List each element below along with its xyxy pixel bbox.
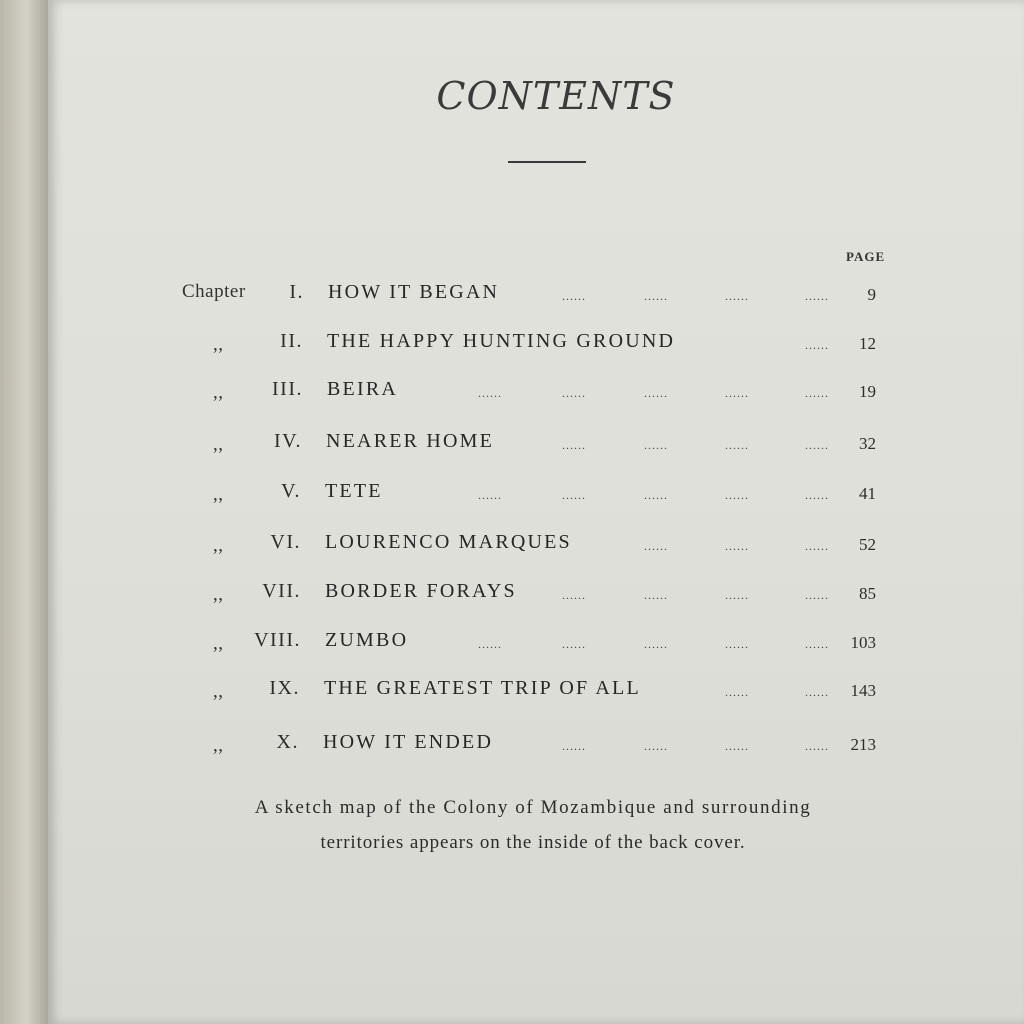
dot-leader: ...... <box>562 386 586 400</box>
dot-leader: ...... <box>478 386 502 400</box>
dot-leader: ...... <box>805 438 829 452</box>
chapter-numeral: VIII. <box>254 629 301 651</box>
chapter-numeral: III. <box>272 378 303 400</box>
dot-leader: ...... <box>725 488 749 502</box>
dot-leader: ...... <box>805 685 829 699</box>
map-note-line-2: territories appears on the inside of the back cover. <box>320 832 746 853</box>
toc-row <box>48 531 1024 565</box>
dot-leader: ...... <box>644 739 668 753</box>
chapter-prefix: ,, <box>213 681 224 702</box>
chapter-title: TETE <box>325 480 383 502</box>
chapter-numeral: VI. <box>270 531 301 553</box>
title-rule <box>508 161 586 163</box>
dot-leader: ...... <box>805 539 829 553</box>
chapter-title: THE GREATEST TRIP OF ALL <box>324 677 641 699</box>
map-note-line-1: A sketch map of the Colony of Mozambique and surrounding <box>254 797 812 818</box>
chapter-title: NEARER HOME <box>326 430 495 452</box>
chapter-numeral: VII. <box>262 580 301 602</box>
chapter-prefix: ,, <box>213 535 224 556</box>
chapter-prefix: ,, <box>213 633 224 654</box>
dot-leader: ...... <box>725 739 749 753</box>
dot-leader: ...... <box>805 637 829 651</box>
chapter-page-number: 52 <box>859 535 876 554</box>
dot-leader: ...... <box>805 338 829 352</box>
dot-leader: ...... <box>478 488 502 502</box>
dot-leader: ...... <box>644 386 668 400</box>
dot-leader: ...... <box>562 739 586 753</box>
dot-leader: ...... <box>725 685 749 699</box>
toc-row <box>48 629 1024 663</box>
dot-leader: ...... <box>805 488 829 502</box>
chapter-title: HOW IT ENDED <box>323 731 494 753</box>
dot-leader: ...... <box>478 637 502 651</box>
chapter-numeral: IV. <box>273 430 302 452</box>
chapter-prefix: ,, <box>213 434 224 455</box>
dot-leader: ...... <box>644 588 668 602</box>
chapter-title: LOURENCO MARQUES <box>325 531 572 553</box>
chapter-prefix: ,, <box>213 735 224 756</box>
toc-row <box>48 430 1024 464</box>
dot-leader: ...... <box>805 289 829 303</box>
dot-leader: ...... <box>644 488 668 502</box>
dot-leader: ...... <box>805 386 829 400</box>
chapter-title: BEIRA <box>327 378 398 400</box>
chapter-prefix: Chapter <box>182 281 246 302</box>
chapter-page-number: 32 <box>859 434 876 453</box>
dot-leader: ...... <box>805 739 829 753</box>
toc-row <box>48 378 1024 412</box>
chapter-page-number: 41 <box>859 484 876 503</box>
chapter-title: ZUMBO <box>325 629 409 651</box>
chapter-numeral: II. <box>280 330 303 352</box>
chapter-numeral: IX. <box>269 677 300 699</box>
chapter-numeral: V. <box>281 480 301 502</box>
chapter-numeral: I. <box>289 281 304 303</box>
dot-leader: ...... <box>562 488 586 502</box>
chapter-page-number: 12 <box>859 334 876 353</box>
dot-leader: ...... <box>725 637 749 651</box>
toc-row <box>48 731 1024 765</box>
dot-leader: ...... <box>725 539 749 553</box>
dot-leader: ...... <box>562 289 586 303</box>
chapter-title: HOW IT BEGAN <box>328 281 500 303</box>
dot-leader: ...... <box>562 438 586 452</box>
page-title: CONTENTS <box>436 74 676 118</box>
chapter-page-number: 143 <box>850 681 876 700</box>
dot-leader: ...... <box>644 539 668 553</box>
chapter-page-number: 213 <box>850 735 876 754</box>
chapter-title: BORDER FORAYS <box>325 580 517 602</box>
chapter-prefix: ,, <box>213 334 224 355</box>
page-column-label: PAGE <box>846 249 886 264</box>
dot-leader: ...... <box>644 637 668 651</box>
chapter-page-number: 85 <box>859 584 876 603</box>
dot-leader: ...... <box>562 637 586 651</box>
chapter-prefix: ,, <box>213 382 224 403</box>
chapter-prefix: ,, <box>213 584 224 605</box>
dot-leader: ...... <box>725 588 749 602</box>
toc-row <box>48 330 1024 364</box>
book-page <box>48 0 1024 1024</box>
toc-row <box>48 480 1024 514</box>
dot-leader: ...... <box>805 588 829 602</box>
chapter-title: THE HAPPY HUNTING GROUND <box>327 330 676 352</box>
toc-row <box>48 677 1024 711</box>
dot-leader: ...... <box>644 438 668 452</box>
toc-row <box>48 580 1024 614</box>
dot-leader: ...... <box>725 386 749 400</box>
chapter-prefix: ,, <box>213 484 224 505</box>
toc-row <box>48 281 1024 315</box>
chapter-page-number: 19 <box>859 382 876 401</box>
book-spine-edge <box>0 0 48 1024</box>
chapter-numeral: X. <box>276 731 299 753</box>
dot-leader: ...... <box>644 289 668 303</box>
dot-leader: ...... <box>562 588 586 602</box>
dot-leader: ...... <box>725 289 749 303</box>
chapter-page-number: 103 <box>850 633 876 652</box>
chapter-page-number: 9 <box>867 285 876 304</box>
dot-leader: ...... <box>725 438 749 452</box>
